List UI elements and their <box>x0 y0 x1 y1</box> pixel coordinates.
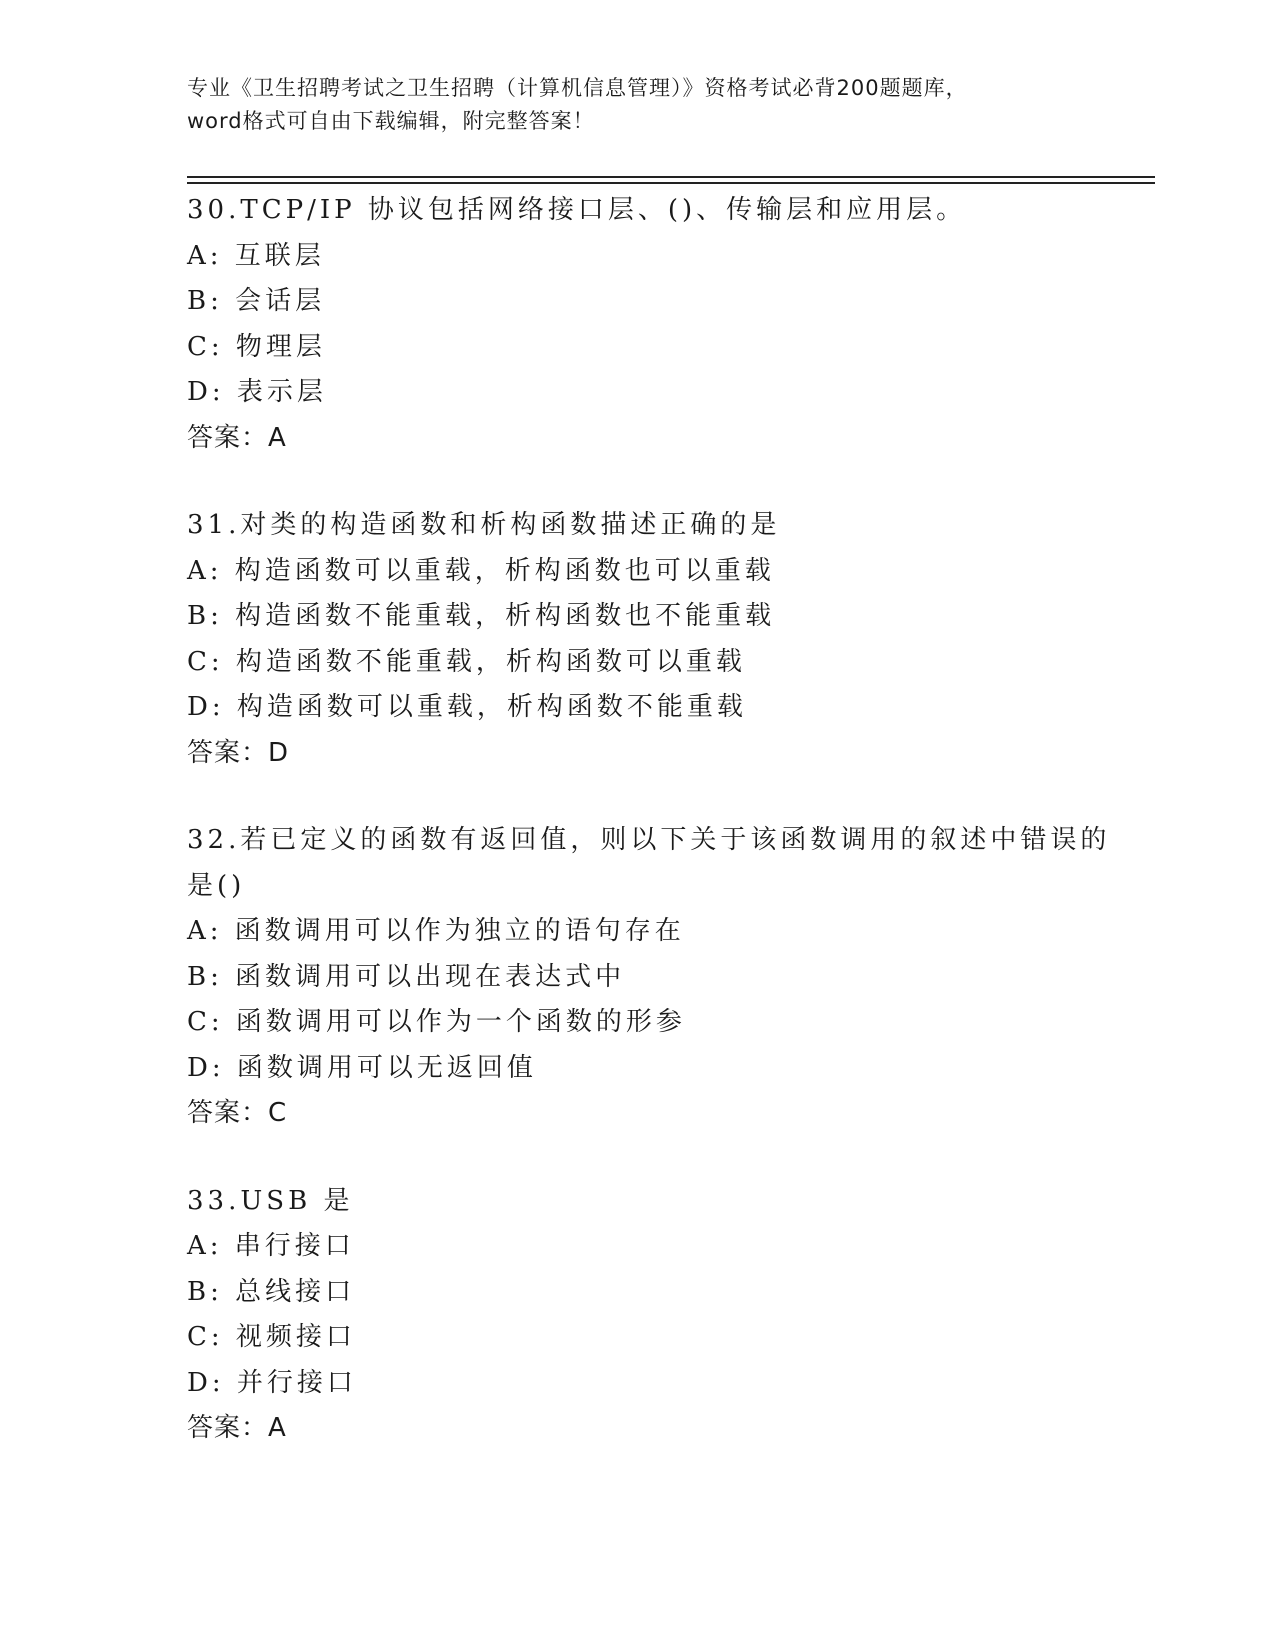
question-33 <box>187 1179 1107 1452</box>
option-d: D: 构造函数可以重载，析构函数不能重载 <box>187 692 747 722</box>
question-30 <box>187 188 1107 461</box>
question-31 <box>187 503 1107 776</box>
question-stem: 31.对类的构造函数和析构函数描述正确的是 <box>187 510 781 540</box>
question-stem-continued: 是() <box>187 870 246 901</box>
header-divider-bottom <box>187 182 1155 184</box>
question-stem: 32.若已定义的函数有返回值，则以下关于该函数调用的叙述中错误的 <box>187 825 1111 855</box>
answer-line: 答案：A <box>187 422 287 453</box>
option-a: A: 函数调用可以作为独立的语句存在 <box>187 916 685 946</box>
option-d: D: 并行接口 <box>187 1367 357 1398</box>
header-line-2: word格式可自由下载编辑，附完整答案！ <box>187 109 595 133</box>
document-header <box>187 72 1087 138</box>
question-32 <box>187 818 1111 1137</box>
option-a: A: 互联层 <box>187 240 325 271</box>
question-list <box>187 188 1111 1494</box>
option-d: D: 表示层 <box>187 377 327 407</box>
header-line-1: 专业《卫生招聘考试之卫生招聘（计算机信息管理）》资格考试必背200题题库， <box>187 76 968 100</box>
question-stem: 33.USB 是 <box>187 1185 354 1216</box>
option-b: B: 会话层 <box>187 286 326 316</box>
answer-line: 答案：A <box>187 1413 287 1443</box>
option-b: B: 构造函数不能重载，析构函数也不能重载 <box>187 601 776 631</box>
option-b: B: 函数调用可以出现在表达式中 <box>187 961 626 992</box>
option-c: C: 函数调用可以作为一个函数的形参 <box>187 1007 686 1037</box>
answer-line: 答案：D <box>187 737 290 768</box>
header-divider-top <box>187 176 1155 178</box>
option-b: B: 总线接口 <box>187 1276 356 1307</box>
option-d: D: 函数调用可以无返回值 <box>187 1052 537 1083</box>
answer-line: 答案：C <box>187 1098 288 1128</box>
option-c: C: 物理层 <box>187 331 326 362</box>
option-a: A: 构造函数可以重载，析构函数也可以重载 <box>187 555 775 586</box>
option-c: C: 构造函数不能重载，析构函数可以重载 <box>187 646 746 677</box>
question-stem: 30.TCP/IP 协议包括网络接口层、()、传输层和应用层。 <box>187 195 967 225</box>
option-c: C: 视频接口 <box>187 1322 356 1352</box>
option-a: A: 串行接口 <box>187 1231 355 1261</box>
